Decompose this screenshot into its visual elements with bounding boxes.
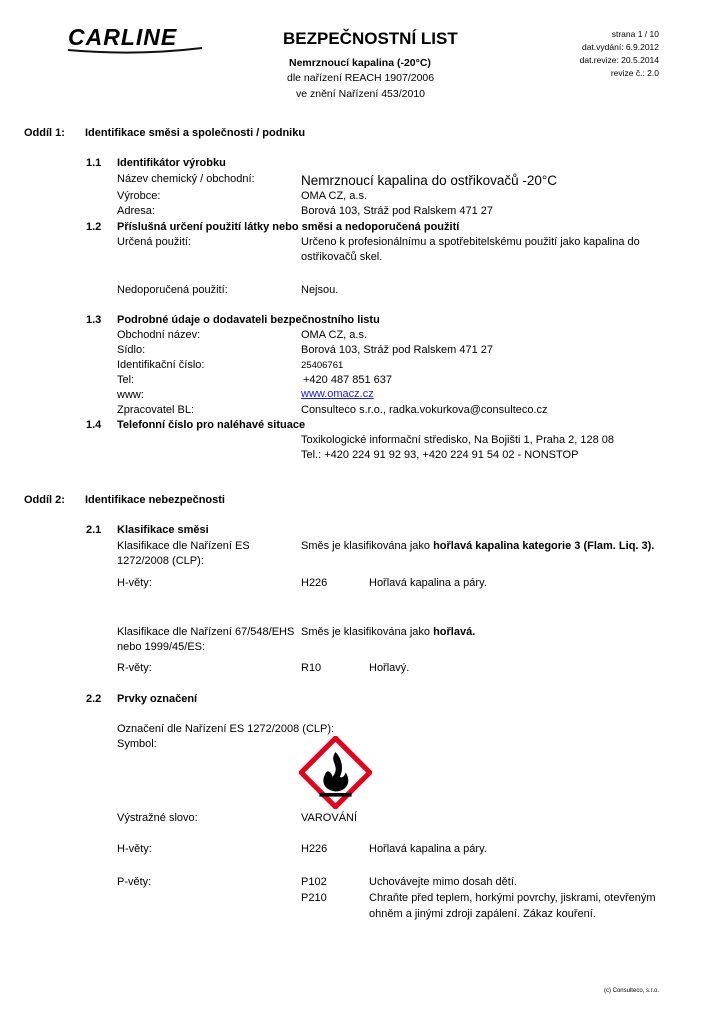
p-text: ohněm a jinými zdroji zapálení. Zákaz kouření. bbox=[369, 908, 596, 920]
subsection-title: Podrobné údaje o dodavateli bezpečnostního listu bbox=[117, 314, 380, 326]
signal-word: VAROVÁNÍ bbox=[301, 812, 358, 824]
subsection-title: Klasifikace směsi bbox=[117, 524, 209, 536]
field-value: Borová 103, Stráž pod Ralskem 471 27 bbox=[301, 344, 494, 356]
subsection-title: Prvky označení bbox=[117, 693, 198, 705]
dsd-classification: Směs je klasifikována jako hořlavá. bbox=[301, 626, 476, 638]
field-label: nebo 1999/45/ES: bbox=[117, 641, 206, 653]
section-2-title: Identifikace nebezpečnosti bbox=[85, 494, 225, 506]
r-code: R10 bbox=[301, 662, 322, 674]
revision-date: dat.revize: 20.5.2014 bbox=[579, 55, 659, 65]
p-code: P102 bbox=[301, 876, 327, 888]
field-label: Klasifikace dle Nařízení 67/548/EHS bbox=[117, 626, 295, 638]
logo-text: CARLINE bbox=[68, 26, 178, 50]
field-value: Nejsou. bbox=[301, 284, 339, 296]
field-label: H-věty: bbox=[117, 577, 152, 589]
h-code: H226 bbox=[301, 843, 328, 855]
subsection-number: 2.2 bbox=[86, 693, 102, 705]
field-label: Označení dle Nařízení ES 1272/2008 (CLP): bbox=[117, 723, 335, 735]
field-label: Nedoporučená použití: bbox=[117, 284, 228, 296]
p-text: Chraňte před teplem, horkými povrchy, jiskrami, otevřeným bbox=[369, 892, 656, 904]
issue-date: dat.vydání: 6.9.2012 bbox=[581, 42, 659, 52]
section-2-label: Oddíl 2: bbox=[24, 494, 65, 506]
emergency-contact: Toxikologické informační středisko, Na Bojišti 1, Praha 2, 128 08 bbox=[301, 434, 615, 446]
h-code: H226 bbox=[301, 577, 328, 589]
subsection-number: 1.2 bbox=[86, 221, 102, 233]
field-label: Obchodní název: bbox=[117, 329, 201, 341]
field-label: Klasifikace dle Nařízení ES bbox=[117, 540, 250, 552]
field-label: Zpracovatel BL: bbox=[117, 404, 195, 416]
footer-copyright: (c) Consulteco, s.r.o. bbox=[603, 988, 659, 994]
field-value: OMA CZ, a.s. bbox=[301, 190, 368, 202]
field-value: ostřikovačů skel. bbox=[301, 251, 383, 263]
field-label: P-věty: bbox=[117, 876, 152, 888]
field-label: Symbol: bbox=[117, 738, 157, 750]
field-label: Výstražné slovo: bbox=[117, 812, 198, 824]
field-value: Borová 103, Stráž pod Ralskem 471 27 bbox=[301, 205, 494, 217]
regulation-line-2: ve znění Nařízení 453/2010 bbox=[296, 88, 426, 100]
product-trade-name: Nemrznoucí kapalina do ostřikovačů -20°C bbox=[301, 173, 558, 188]
field-label: R-věty: bbox=[117, 662, 152, 674]
field-label: Název chemický / obchodní: bbox=[117, 173, 255, 185]
section-1-title: Identifikace směsi a společnosti / podniku bbox=[85, 127, 306, 139]
revision-number: revize č.: 2.0 bbox=[610, 68, 659, 78]
field-value: Určeno k profesionálnímu a spotřebitelskému použití jako kapalina do bbox=[301, 236, 640, 248]
p-code: P210 bbox=[301, 892, 327, 904]
field-label: Tel: bbox=[117, 374, 135, 386]
emergency-phone: Tel.: +420 224 91 92 93, +420 224 91 54 02 - NONSTOP bbox=[301, 449, 579, 461]
subsection-title: Telefonní číslo pro naléhavé situace bbox=[117, 419, 306, 431]
company-id: 25406761 bbox=[301, 360, 344, 371]
h-text: Hořlavá kapalina a páry. bbox=[369, 577, 487, 589]
field-label: Určená použití: bbox=[117, 236, 191, 248]
subsection-title: Příslušná určení použití látky nebo směsi a nedoporučená použití bbox=[117, 221, 460, 233]
product-name: Nemrznoucí kapalina (-20°C) bbox=[289, 57, 431, 69]
p-text: Uchovávejte mimo dosah dětí. bbox=[369, 876, 517, 888]
subsection-number: 1.4 bbox=[86, 419, 102, 431]
subsection-number: 2.1 bbox=[86, 524, 102, 536]
page-number: strana 1 / 10 bbox=[611, 29, 659, 39]
website-link[interactable]: www.omacz.cz bbox=[301, 388, 374, 400]
field-label: www: bbox=[117, 389, 144, 401]
field-label: Adresa: bbox=[117, 205, 155, 217]
field-label: 1272/2008 (CLP): bbox=[117, 555, 204, 567]
clp-classification: Směs je klasifikována jako hořlavá kapalina kategorie 3 (Flam. Liq. 3). bbox=[301, 540, 655, 552]
field-value: OMA CZ, a.s. bbox=[301, 329, 368, 341]
r-text: Hořlavý. bbox=[369, 662, 410, 674]
carline-logo bbox=[66, 26, 206, 54]
document-title: BEZPEČNOSTNÍ LIST bbox=[283, 29, 458, 48]
field-label: Identifikační číslo: bbox=[117, 359, 205, 371]
field-value: Consulteco s.r.o., radka.vokurkova@consulteco.cz bbox=[301, 404, 548, 416]
regulation-line-1: dle nařízení REACH 1907/2006 bbox=[287, 72, 435, 84]
section-1-label: Oddíl 1: bbox=[24, 127, 65, 139]
subsection-number: 1.3 bbox=[86, 314, 102, 326]
field-label: Výrobce: bbox=[117, 190, 161, 202]
subsection-title: Identifikátor výrobku bbox=[117, 157, 226, 169]
field-label: H-věty: bbox=[117, 843, 152, 855]
flame-pictogram-icon bbox=[299, 736, 372, 809]
h-text: Hořlavá kapalina a páry. bbox=[369, 843, 487, 855]
subsection-number: 1.1 bbox=[86, 157, 102, 169]
field-label: Sídlo: bbox=[117, 344, 146, 356]
phone-number: +420 487 851 637 bbox=[303, 374, 393, 386]
